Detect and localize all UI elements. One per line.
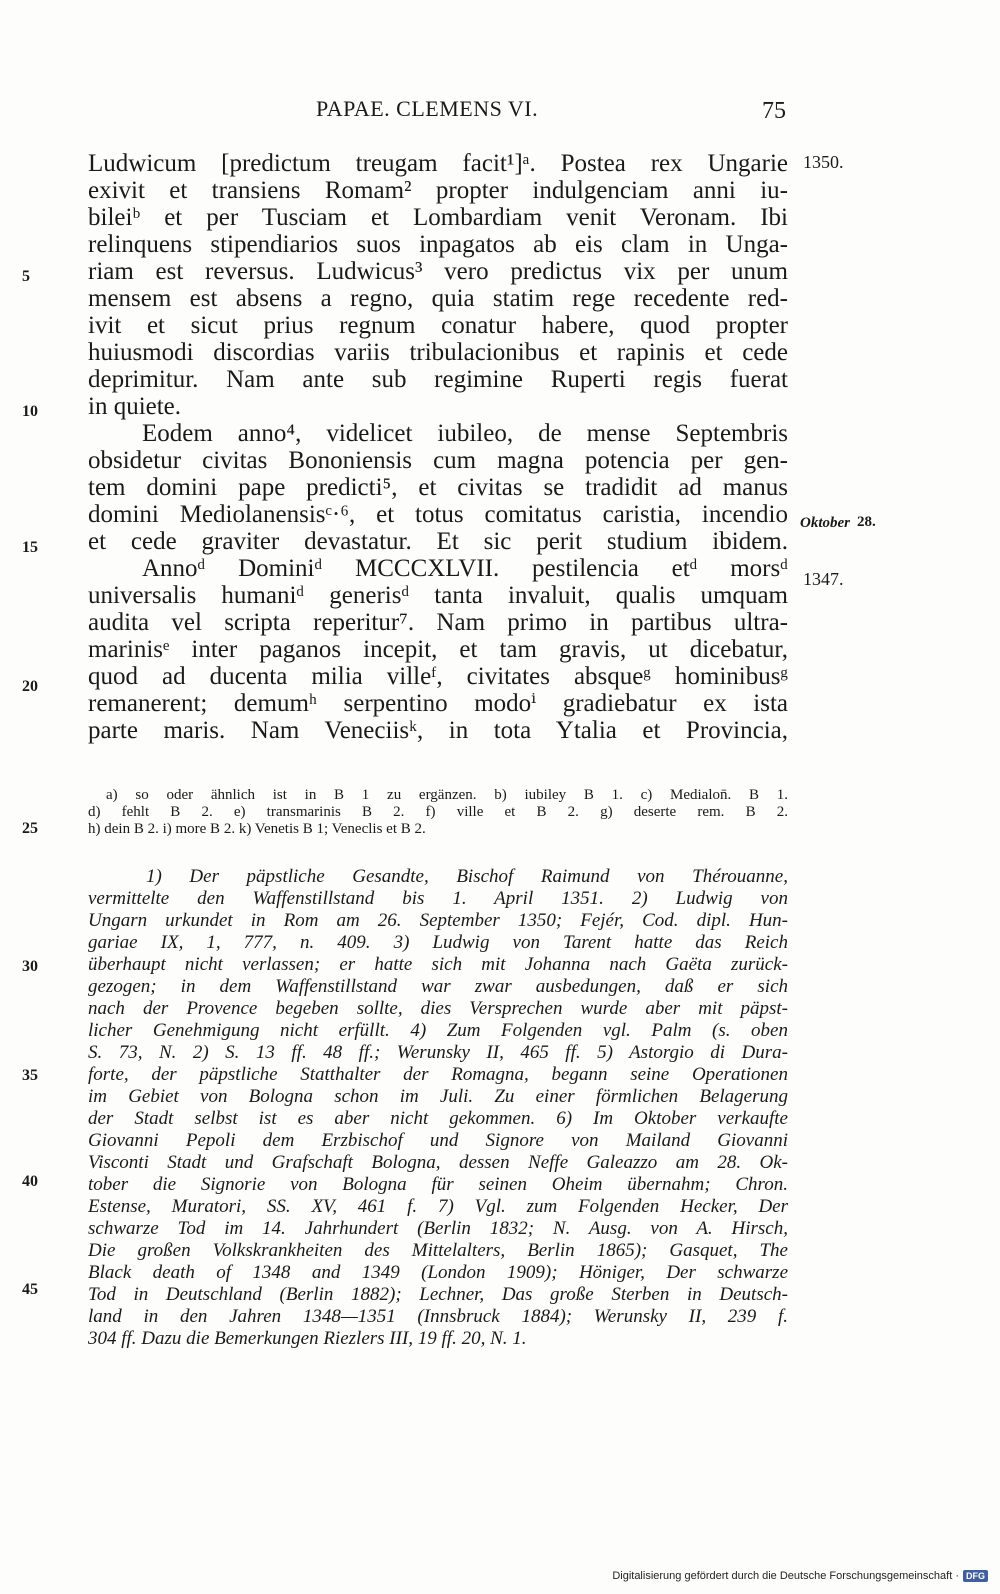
margin-oktober-day: 28. [857, 514, 876, 530]
commentary-line: der Stadt selbst ist es aber nicht gekommen. 6) Im Oktober verkaufte [88, 1108, 788, 1129]
text-line: exivit et transiens Romam² propter indulgenciam anni iu- [88, 177, 788, 204]
line-number: 10 [22, 403, 38, 420]
line-number: 45 [22, 1281, 38, 1298]
text-line: huiusmodi discordias variis tribulacionibus et rapinis et cede [88, 339, 788, 366]
apparatus-line: d) fehlt B 2. e) transmarinis B 2. f) ville et B 2. g) deserte rem. B 2. [88, 804, 788, 820]
commentary-line: Visconti Stadt und Grafschaft Bologna, dessen Neffe Galeazzo am 28. Ok- [88, 1152, 788, 1173]
main-text [88, 150, 788, 744]
dfg-logo: DFG [963, 1570, 988, 1582]
commentary-line: tober die Signorie von Bologna für seinen Oheim übernahm; Chron. [88, 1174, 788, 1195]
critical-apparatus [88, 787, 788, 838]
text-line: audita vel scripta reperitur⁷. Nam primo in partibus ultra- [88, 609, 788, 636]
commentary-line: Black death of 1348 and 1349 (London 1909); Höniger, Der schwarze [88, 1262, 788, 1283]
commentary-notes [88, 866, 788, 1350]
commentary-line: 1) Der päpstliche Gesandte, Bischof Raimund von Thérouanne, [146, 866, 788, 887]
page-header [0, 96, 1000, 132]
text-line: deprimitur. Nam ante sub regimine Ruperti regis fuerat [88, 366, 788, 393]
line-number: 30 [22, 958, 38, 975]
apparatus-line: a) so oder ähnlich ist in B 1 zu ergänzen. b) iubiley B 1. c) Medialon̄. B 1. [106, 787, 788, 803]
commentary-line: 304 ff. Dazu die Bemerkungen Riezlers III, 19 ff. 20, N. 1. [88, 1328, 527, 1349]
line-number: 5 [22, 268, 30, 285]
text-line: parte maris. Nam Veneciisᵏ, in tota Ytalia et Provincia, [88, 717, 788, 744]
text-line: universalis humaniᵈ generisᵈ tanta invaluit, qualis umquam [88, 582, 788, 609]
text-line: tem domini pape predicti⁵, et civitas se tradidit ad manus [88, 474, 788, 501]
text-line: Annoᵈ Dominiᵈ MCCCXLVII. pestilencia etᵈ morsᵈ [142, 555, 788, 582]
commentary-line: nach der Provence begeben sollte, dies Versprechen wurde aber mit päpst- [88, 998, 788, 1019]
line-number: 20 [22, 678, 38, 695]
commentary-line: Ungarn urkundet in Rom am 26. September 1350; Fejér, Cod. dipl. Hun- [88, 910, 788, 931]
line-number: 15 [22, 539, 38, 556]
text-line: ivit et sicut prius regnum conatur habere, quod propter [88, 312, 788, 339]
text-line: marinisᵉ inter paganos incepit, et tam gravis, ut dicebatur, [88, 636, 788, 663]
commentary-line: Estense, Muratori, SS. XV, 461 f. 7) Vgl. zum Folgenden Hecker, Der [88, 1196, 788, 1217]
commentary-line: S. 73, N. 2) S. 13 ff. 48 ff.; Werunsky II, 465 ff. 5) Astorgio di Dura- [88, 1042, 788, 1063]
text-line: remanerent; demumʰ serpentino modoⁱ gradiebatur ex ista [88, 690, 788, 717]
line-number: 35 [22, 1067, 38, 1084]
margin-year-1350: 1350. [803, 152, 844, 172]
commentary-line: gariae IX, 1, 777, n. 409. 3) Ludwig von Tarent hatte das Reich [88, 932, 788, 953]
commentary-line: licher Genehmigung nicht erfüllt. 4) Zum Folgenden vgl. Palm (s. oben [88, 1020, 788, 1041]
text-line: Ludwicum [predictum treugam facit¹]ᵃ. Postea rex Ungarie [88, 150, 788, 177]
text-line: bileiᵇ et per Tusciam et Lombardiam venit Veronam. Ibi [88, 204, 788, 231]
line-number: 40 [22, 1173, 38, 1190]
commentary-line: im Gebiet von Bologna schon im Juli. Zu einer förmlichen Belagerung [88, 1086, 788, 1107]
digitization-credit [612, 1570, 988, 1582]
commentary-line: forte, der päpstliche Statthalter der Romagna, begann seine Operationen [88, 1064, 788, 1085]
commentary-line: Giovanni Pepoli dem Erzbischof und Signore von Mailand Giovanni [88, 1130, 788, 1151]
text-line: domini Mediolanensisᶜ·⁶, et totus comitatus caristia, incendio [88, 501, 788, 528]
line-number: 25 [22, 820, 38, 837]
text-line: quod ad ducenta milia villeᶠ, civitates absqueᵍ hominibusᵍ [88, 663, 788, 690]
text-line: et cede graviter devastatur. Et sic perit studium ibidem. [88, 528, 788, 555]
apparatus-line: h) dein B 2. i) more B 2. k) Venetis B 1; Veneclis et B 2. [88, 821, 426, 837]
commentary-line: vermittelte den Waffenstillstand bis 1. April 1351. 2) Ludwig von [88, 888, 788, 909]
running-head: PAPAE. CLEMENS VI. [316, 96, 539, 121]
text-line: relinquens stipendiarios suos inpagatos ab eis clam in Unga- [88, 231, 788, 258]
credit-text: Digitalisierung gefördert durch die Deutsche Forschungsgemeinschaft · [612, 1570, 959, 1582]
commentary-line: Die großen Volkskrankheiten des Mittelalters, Berlin 1865); Gasquet, The [88, 1240, 788, 1261]
text-line: in quiete. [88, 393, 182, 420]
text-line: obsidetur civitas Bononiensis cum magna potencia per gen- [88, 447, 788, 474]
margin-oktober: Oktober [800, 515, 850, 531]
commentary-line: land in den Jahren 1348—1351 (Innsbruck 1884); Werunsky II, 239 f. [88, 1306, 788, 1327]
commentary-line: Tod in Deutschland (Berlin 1882); Lechner, Das große Sterben in Deutsch- [88, 1284, 788, 1305]
commentary-line: überhaupt nicht verlassen; er hatte sich mit Johanna nach Gaëta zurück- [88, 954, 788, 975]
text-line: mensem est absens a regno, quia statim rege recedente red- [88, 285, 788, 312]
text-line: Eodem anno⁴, videlicet iubileo, de mense Septembris [142, 420, 788, 447]
page-number: 75 [762, 98, 786, 124]
commentary-line: schwarze Tod im 14. Jahrhundert (Berlin 1832; N. Ausg. von A. Hirsch, [88, 1218, 788, 1239]
margin-year-1347: 1347. [803, 569, 844, 589]
text-line: riam est reversus. Ludwicus³ vero predictus vix per unum [88, 258, 788, 285]
commentary-line: gezogen; in dem Waffenstillstand war zwar ausbedungen, daß er sich [88, 976, 788, 997]
